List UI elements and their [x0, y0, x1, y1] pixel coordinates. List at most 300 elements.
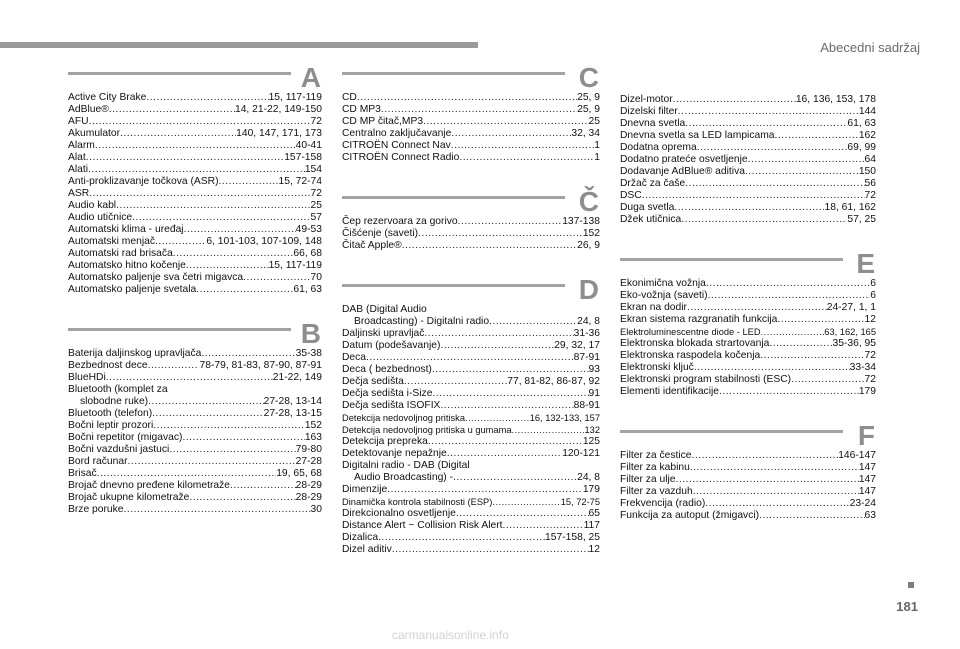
entry-pages[interactable]: 72 — [310, 188, 322, 199]
section-header-a — [68, 62, 322, 92]
entry-pages[interactable]: 150 — [858, 166, 876, 177]
entry-pages[interactable]: 18, 61, 162 — [824, 202, 876, 213]
section-divider — [620, 258, 843, 261]
entry-pages[interactable]: 28-29 — [295, 492, 322, 503]
dot-leader — [428, 436, 583, 448]
entry-term: Dizelski filter — [620, 106, 678, 117]
index-entry — [620, 510, 876, 522]
section-d-continued-list — [620, 94, 876, 226]
entry-pages[interactable]: 26, 9 — [577, 240, 600, 251]
dot-leader — [673, 94, 796, 106]
entry-term: Ekran na dodir — [620, 302, 687, 313]
section-header-c-caron — [342, 186, 600, 216]
watermark: carmanualsonline.info — [392, 628, 509, 642]
section-header-c — [342, 62, 600, 92]
entry-pages[interactable]: 132 — [584, 425, 600, 435]
index-entry — [68, 236, 322, 248]
entry-term: Dizel aditiv — [342, 544, 392, 555]
dot-leader — [692, 450, 839, 462]
dot-leader — [685, 118, 847, 130]
page-number: 181 — [896, 599, 918, 614]
dot-leader — [432, 364, 589, 376]
entry-pages[interactable]: 120-121 — [562, 448, 600, 459]
entry-pages[interactable]: 146-147 — [838, 450, 876, 461]
entry-pages[interactable]: 29, 32, 17 — [554, 340, 600, 351]
entry-pages[interactable]: 78-79, 81-83, 87-90, 87-91 — [199, 360, 322, 371]
section-letter: D — [578, 274, 599, 305]
index-entry — [620, 474, 876, 486]
section-letter: E — [856, 248, 875, 279]
dot-leader — [132, 212, 310, 224]
entry-pages[interactable]: 162 — [858, 130, 876, 141]
index-entry — [68, 260, 322, 272]
entry-term: Bezbednost dece — [68, 360, 148, 371]
entry-pages[interactable]: 93 — [588, 364, 600, 375]
entry-pages[interactable]: 179 — [582, 484, 600, 495]
dot-leader — [748, 154, 865, 166]
dot-leader — [447, 448, 562, 460]
entry-pages[interactable]: 117 — [583, 520, 600, 531]
index-entry — [342, 544, 600, 556]
dot-leader — [451, 128, 571, 140]
entry-pages[interactable]: 66, 68 — [293, 248, 322, 259]
entry-pages[interactable]: 25 — [310, 200, 322, 211]
entry-term: Alarm — [68, 140, 95, 151]
entry-term: Čitač Apple® — [342, 240, 402, 251]
entry-term: Elektroluminescentne diode - LED — [620, 327, 761, 337]
dot-leader — [453, 472, 577, 484]
entry-term: CD — [342, 92, 357, 103]
entry-pages[interactable]: 32, 34 — [571, 128, 600, 139]
index-entry — [68, 176, 322, 188]
entry-term: Dodatna oprema — [620, 142, 697, 153]
entry-pages[interactable]: 30 — [310, 504, 322, 515]
section-divider — [342, 196, 565, 199]
entry-term: Digitalni radio - DAB (Digital — [342, 460, 470, 471]
section-a-list — [68, 92, 322, 296]
dot-leader — [465, 412, 530, 424]
dot-leader — [512, 424, 585, 436]
index-entry — [620, 106, 876, 118]
dot-leader — [184, 224, 296, 236]
index-entry — [68, 480, 322, 492]
dot-leader — [89, 188, 310, 200]
index-entry — [342, 328, 600, 340]
index-entry — [68, 468, 322, 480]
dot-leader — [451, 140, 595, 152]
header-bar — [0, 42, 478, 48]
entry-pages[interactable]: 28-29 — [295, 480, 322, 491]
index-entry — [342, 152, 600, 164]
section-divider — [68, 72, 291, 75]
entry-pages[interactable]: 64 — [864, 154, 876, 165]
entry-term: Džek utičnica — [620, 214, 682, 225]
entry-term: Elektronski ključ — [620, 362, 694, 373]
entry-pages[interactable]: 25 — [588, 116, 600, 127]
index-entry — [68, 200, 322, 212]
index-entry — [68, 152, 322, 164]
index-entry — [342, 424, 600, 436]
entry-term: Datum (podešavanje) — [342, 340, 441, 351]
index-entry — [342, 104, 600, 116]
section-d-list — [342, 304, 600, 556]
entry-pages[interactable]: 1 — [594, 152, 600, 163]
dot-leader — [678, 106, 859, 118]
section-c-caron-list — [342, 216, 600, 252]
index-entry — [620, 314, 876, 326]
entry-pages[interactable]: 12 — [588, 544, 600, 555]
entry-pages[interactable]: 27-28, 13-15 — [263, 408, 322, 419]
entry-pages[interactable]: 25, 9 — [577, 92, 600, 103]
entry-term: Audio Broadcasting) - — [354, 472, 454, 483]
entry-term: Elektronska raspodela kočenja — [620, 350, 761, 361]
column-1 — [68, 62, 322, 516]
entry-pages[interactable]: 72 — [310, 116, 322, 127]
entry-pages[interactable]: 163 — [304, 432, 322, 443]
entry-pages[interactable]: 152 — [304, 420, 322, 431]
dot-leader — [95, 140, 296, 152]
index-entry — [342, 140, 600, 152]
dot-leader — [705, 498, 849, 510]
entry-pages[interactable]: 152 — [582, 228, 600, 239]
dot-leader — [492, 496, 560, 508]
entry-pages[interactable]: 157-158 — [284, 152, 322, 163]
index-entry — [342, 364, 600, 376]
dot-leader — [423, 116, 588, 128]
entry-term: slobodne ruke) — [80, 396, 149, 407]
entry-pages[interactable]: 72 — [864, 190, 876, 201]
section-divider — [68, 328, 291, 331]
index-entry — [68, 248, 322, 260]
entry-pages[interactable]: 31-36 — [573, 328, 600, 339]
index-entry — [620, 290, 876, 302]
entry-pages[interactable]: 14, 21-22, 149-150 — [234, 104, 322, 115]
index-entry — [342, 128, 600, 140]
entry-term: Dizel-motor — [620, 94, 673, 105]
section-b-list — [68, 348, 322, 516]
entry-pages[interactable]: 35-36, 95 — [832, 338, 876, 349]
index-entry — [342, 400, 600, 412]
entry-term: Filter za ulje — [620, 474, 676, 485]
entry-pages[interactable]: 144 — [858, 106, 876, 117]
entry-pages[interactable]: 125 — [582, 436, 600, 447]
dot-leader — [760, 350, 864, 362]
index-entry — [620, 214, 876, 226]
entry-pages[interactable]: 27-28, 13-14 — [263, 396, 322, 407]
entry-pages[interactable]: 63, 162, 165 — [824, 327, 876, 337]
entry-pages[interactable]: 88-91 — [573, 400, 600, 411]
dot-leader — [97, 468, 277, 480]
dot-leader — [378, 532, 545, 544]
dot-leader — [706, 278, 870, 290]
index-entry — [620, 450, 876, 462]
entry-pages[interactable]: 157-158, 25 — [545, 532, 600, 543]
dot-leader — [685, 178, 864, 190]
entry-term: CD MP čitač,MP3 — [342, 116, 424, 127]
entry-term: CITROËN Connect Radio — [342, 152, 460, 163]
entry-pages[interactable]: 140, 147, 171, 173 — [236, 128, 322, 139]
dot-leader — [89, 116, 311, 128]
entry-pages[interactable]: 21-22, 149 — [272, 372, 322, 383]
entry-term: Filter za čestice — [620, 450, 692, 461]
index-entry — [620, 498, 876, 510]
entry-pages[interactable]: 154 — [304, 164, 322, 175]
entry-term: Automatsko paljenje sva četri migavca — [68, 272, 244, 283]
entry-pages[interactable]: 137-138 — [562, 216, 600, 227]
entry-pages[interactable]: 16, 136, 153, 178 — [795, 94, 876, 105]
section-divider — [620, 430, 843, 433]
entry-term: Baterija daljinskog upravljača — [68, 348, 202, 359]
entry-term: Elektronska blokada strartovanja — [620, 338, 770, 349]
dot-leader — [155, 236, 206, 248]
entry-term: Elementi identifikacije — [620, 386, 720, 397]
dot-leader — [459, 152, 594, 164]
index-entry — [342, 508, 600, 520]
section-header-b — [68, 318, 322, 348]
entry-term: Anti-proklizavanje točkova (ASR) — [68, 176, 219, 187]
entry-term: Bočni leptir prozori — [68, 420, 154, 431]
entry-pages[interactable]: 6 — [870, 290, 876, 301]
entry-pages[interactable]: 15, 72-75 — [560, 497, 600, 507]
entry-pages[interactable]: 12 — [864, 314, 876, 325]
entry-term: Automatski menjač — [68, 236, 155, 247]
index-entry — [68, 444, 322, 456]
page-marker — [908, 582, 914, 588]
dot-leader — [128, 456, 296, 468]
index-entry — [620, 362, 876, 374]
entry-term: Akumulator — [68, 128, 121, 139]
dot-leader — [186, 260, 269, 272]
entry-pages[interactable]: 24, 8 — [577, 472, 600, 483]
dot-leader — [777, 314, 864, 326]
entry-pages[interactable]: 56 — [864, 178, 876, 189]
dot-leader — [418, 228, 583, 240]
dot-leader — [173, 248, 294, 260]
entry-pages[interactable]: 70 — [310, 272, 322, 283]
index-entry — [68, 272, 322, 284]
section-letter: C — [578, 62, 599, 93]
dot-leader — [676, 474, 859, 486]
index-entry — [620, 202, 876, 214]
entry-term: Duga svetla — [620, 202, 675, 213]
entry-term: Bord računar — [68, 456, 128, 467]
header-title: Abecedni sadržaj — [820, 40, 920, 55]
entry-term: AFU — [68, 116, 89, 127]
entry-pages[interactable]: 24-27, 1, 1 — [826, 302, 876, 313]
index-entry — [342, 304, 600, 316]
entry-pages[interactable]: 63 — [864, 510, 876, 521]
dot-leader — [153, 420, 305, 432]
entry-term: DAB (Digital Audio — [342, 304, 427, 315]
dot-leader — [642, 190, 865, 202]
entry-pages[interactable]: 57 — [310, 212, 322, 223]
index-entry — [620, 326, 876, 338]
entry-pages[interactable]: 40-41 — [295, 140, 322, 151]
section-f-list — [620, 450, 876, 522]
entry-term: Ekran sistema razgranatih funkcija — [620, 314, 778, 325]
dot-leader — [146, 92, 268, 104]
index-entry — [342, 448, 600, 460]
entry-pages[interactable]: 91 — [588, 388, 600, 399]
entry-pages[interactable]: 6 — [870, 278, 876, 289]
index-entry — [342, 460, 600, 472]
index-entry — [68, 360, 322, 372]
dot-leader — [687, 302, 827, 314]
section-divider — [342, 284, 565, 287]
column-2 — [342, 62, 600, 556]
dot-leader — [697, 142, 848, 154]
entry-pages[interactable]: 77, 81-82, 86-87, 92 — [507, 376, 600, 387]
entry-pages[interactable]: 23-24 — [849, 498, 876, 509]
index-entry — [342, 228, 600, 240]
entry-term: Brisač — [68, 468, 97, 479]
index-entry — [342, 340, 600, 352]
entry-pages[interactable]: 27-28 — [295, 456, 322, 467]
entry-pages[interactable]: 61, 63 — [293, 284, 322, 295]
index-entry — [342, 376, 600, 388]
entry-term: Alat — [68, 152, 86, 163]
entry-term: CITROËN Connect Nav — [342, 140, 451, 151]
entry-term: Držač za čaše — [620, 178, 686, 189]
index-entry — [68, 284, 322, 296]
entry-pages[interactable]: 87-91 — [573, 352, 600, 363]
entry-pages[interactable]: 147 — [858, 474, 876, 485]
entry-term: CD MP3 — [342, 104, 381, 115]
index-entry — [342, 436, 600, 448]
entry-term: Distance Alert ~ Collision Risk Alert — [342, 520, 503, 531]
dot-leader — [189, 492, 295, 504]
entry-term: Centralno zaključavanje — [342, 128, 452, 139]
entry-term: Filter za vazduh — [620, 486, 693, 497]
index-entry — [68, 372, 322, 384]
dot-leader — [402, 240, 577, 252]
entry-term: Bluetooth (komplet za — [68, 384, 168, 395]
entry-pages[interactable]: 61, 63 — [847, 118, 876, 129]
section-letter: Č — [578, 186, 599, 217]
index-entry — [68, 92, 322, 104]
index-entry — [68, 384, 322, 396]
entry-pages[interactable]: 69, 99 — [847, 142, 876, 153]
index-entry — [620, 190, 876, 202]
entry-pages[interactable]: 65 — [588, 508, 600, 519]
entry-term: Dimenzije — [342, 484, 388, 495]
entry-pages[interactable]: 15, 72-74 — [278, 176, 322, 187]
entry-pages[interactable]: 147 — [858, 462, 876, 473]
entry-term: Elektronski program stabilnosti (ESC) — [620, 374, 792, 385]
entry-term: Dnevna svetla — [620, 118, 686, 129]
index-entry — [68, 116, 322, 128]
entry-pages[interactable]: 15, 117-119 — [268, 260, 322, 271]
index-entry — [68, 212, 322, 224]
index-entry — [342, 484, 600, 496]
entry-term: Dodavanje AdBlue® aditiva — [620, 166, 745, 177]
dot-leader — [769, 338, 832, 350]
index-entry — [620, 302, 876, 314]
section-letter: B — [300, 318, 321, 349]
index-entry — [342, 388, 600, 400]
entry-term: Bočni repetitor (migavac) — [68, 432, 183, 443]
dot-leader — [120, 128, 236, 140]
dot-leader — [366, 352, 574, 364]
dot-leader — [109, 104, 235, 116]
entry-term: Ekonimična vožnja — [620, 278, 706, 289]
entry-term: Bluetooth (telefon) — [68, 408, 153, 419]
index-entry — [620, 350, 876, 362]
index-entry — [620, 166, 876, 178]
dot-leader — [681, 214, 847, 226]
index-entry — [342, 116, 600, 128]
entry-pages[interactable]: 33-34 — [849, 362, 876, 373]
index-entry — [620, 118, 876, 130]
index-entry — [342, 92, 600, 104]
entry-pages[interactable]: 25, 9 — [577, 104, 600, 115]
section-divider — [342, 72, 565, 75]
entry-term: Audio utičnice — [68, 212, 133, 223]
entry-pages[interactable]: 79-80 — [295, 444, 322, 455]
dot-leader — [440, 400, 573, 412]
entry-pages[interactable]: 1 — [594, 140, 600, 151]
dot-leader — [458, 216, 563, 228]
entry-term: Deca — [342, 352, 367, 363]
entry-term: Brojač dnevno pređene kilometraže — [68, 480, 230, 491]
dot-leader — [116, 200, 310, 212]
dot-leader — [196, 284, 293, 296]
entry-pages[interactable]: 24, 8 — [577, 316, 600, 327]
index-entry — [620, 142, 876, 154]
index-entry — [620, 178, 876, 190]
section-header-d — [342, 274, 600, 304]
dot-leader — [759, 510, 864, 522]
entry-pages[interactable]: 72 — [864, 374, 876, 385]
dot-leader — [387, 484, 583, 496]
entry-term: Dečja sedišta — [342, 376, 404, 387]
entry-pages[interactable]: 19, 65, 68 — [276, 468, 322, 479]
entry-pages[interactable]: 49-53 — [295, 224, 322, 235]
index-entry — [68, 504, 322, 516]
index-entry — [342, 496, 600, 508]
index-entry — [68, 348, 322, 360]
entry-pages[interactable]: 6, 101-103, 107-109, 148 — [206, 236, 322, 247]
dot-leader — [489, 316, 577, 328]
dot-leader — [693, 486, 859, 498]
section-e-list — [620, 278, 876, 398]
entry-pages[interactable]: 35-38 — [295, 348, 322, 359]
entry-term: Dizalica — [342, 532, 379, 543]
index-entry — [342, 316, 600, 328]
entry-term: Automatsko paljenje svetala — [68, 284, 197, 295]
entry-term: Detekcija prepreka — [342, 436, 428, 447]
dot-leader — [88, 164, 305, 176]
dot-leader — [503, 520, 584, 532]
entry-term: Audio kabl — [68, 200, 117, 211]
index-entry — [620, 130, 876, 142]
entry-pages[interactable]: 15, 117-119 — [268, 92, 322, 103]
entry-pages[interactable]: 16, 132-133, 157 — [529, 413, 600, 423]
entry-pages[interactable]: 57, 25 — [847, 214, 876, 225]
index-entry — [68, 492, 322, 504]
section-header-f — [620, 420, 876, 450]
dot-leader — [182, 432, 304, 444]
entry-pages[interactable]: 147 — [858, 486, 876, 497]
entry-pages[interactable]: 179 — [858, 386, 876, 397]
dot-leader — [708, 290, 871, 302]
index-entry — [68, 456, 322, 468]
dot-leader — [761, 326, 825, 338]
entry-pages[interactable]: 72 — [864, 350, 876, 361]
dot-leader — [404, 376, 507, 388]
dot-leader — [392, 544, 589, 556]
entry-term: Dečja sedišta ISOFIX — [342, 400, 441, 411]
